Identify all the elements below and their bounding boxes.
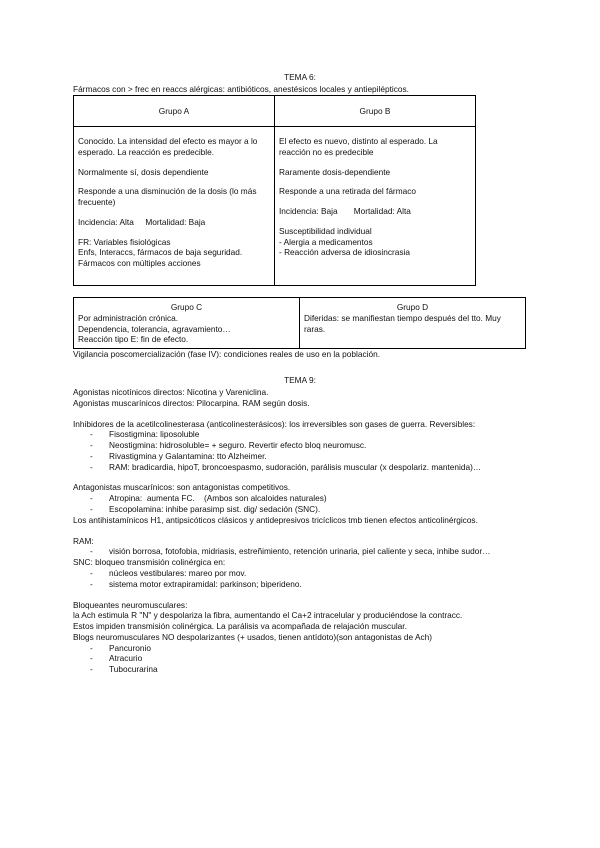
- list-item: - Atracurio: [73, 653, 573, 664]
- group-d-header: Grupo D: [396, 302, 429, 312]
- group-c-line: Por administración crónica.: [78, 312, 179, 323]
- groups-ab-table: [73, 95, 476, 286]
- inhibidores-title: Inhibidores de la acetilcolinesterasa (anticolinesterásicos): los irreversibles son gases de guerra. Reversibles:: [73, 418, 476, 429]
- list-item: - Atropina: aumenta FC. (Ambos son alcaloides naturales): [73, 493, 573, 504]
- group-b-incidence: Incidencia: Baja Mortalidad: Alta: [279, 206, 411, 217]
- snc-title: SNC: bloqueo transmisión colinérgica en:: [73, 557, 226, 568]
- list-item: - Neostigmina: hidrosoluble= + seguro. Revertir efecto bloq neuromusc.: [73, 440, 573, 451]
- tema9-title: TEMA 9:: [284, 375, 316, 385]
- group-c-line: Dependencia, tolerancia, agravamiento…: [78, 323, 231, 334]
- antagonistas-title: Antagonistas muscarínicos: son antagonistas competitivos.: [73, 482, 291, 493]
- group-b-definition: El efecto es nuevo, distinto al esperado. La reacción no es predecible: [279, 136, 438, 157]
- vigilancia-text: Vigilancia poscomercialización (fase IV): condiciones reales de uso en la población.: [73, 349, 381, 359]
- list-item: - núcleos vestibulares: mareo por mov.: [73, 568, 573, 579]
- tema6-title: TEMA 6:: [284, 72, 316, 82]
- ram-list: [73, 546, 573, 557]
- group-a-response: Responde a una disminución de la dosis (lo más frecuente): [78, 186, 257, 208]
- inhibidores-list: [73, 429, 573, 472]
- antihistaminicos-text: Los antihistamínicos H1, antipsicóticos clásicos y antidepresivos tricíclicos tmb tienen efectos anticolinérgicos.: [73, 514, 478, 525]
- list-item: - Escopolamina: inhibe parasimp sist. dig/ sedación (SNC).: [73, 504, 573, 515]
- list-item: - sistema motor extrapiramidal: parkinson; biperideno.: [73, 579, 573, 590]
- group-b-header: Grupo B: [275, 96, 476, 127]
- group-c-cell: [74, 298, 300, 349]
- group-a-header: Grupo A: [74, 96, 275, 127]
- list-item: - Tubocurarina: [73, 664, 573, 675]
- group-c-line: Reacción tipo E: fin de efecto.: [78, 334, 189, 345]
- group-a-cell: [74, 127, 275, 286]
- list-item: - Pancuronio: [73, 643, 573, 654]
- group-c-header: Grupo C: [170, 302, 203, 312]
- group-d-text: Diferidas: se manifiestan tiempo después del tto. Muy raras.: [304, 312, 501, 334]
- groups-cd-table: [73, 297, 526, 349]
- tema6-intro: Fármacos con > frec en reaccs alérgicas: antibióticos, anestésicos locales y antiepilépticos.: [73, 84, 409, 94]
- group-b-susceptibility: Susceptibilidad individual - Alergia a medicamentos - Reacción adversa de idiosincrasia: [279, 225, 410, 258]
- group-a-dose: Normalmente sí, dosis dependiente: [78, 166, 209, 177]
- bloqueantes-line: Blogs neuromusculares NO despolarizantes (+ usados, tienen antídoto)(son antagonistas de Ach): [73, 631, 433, 642]
- bloqueantes-title: Bloqueantes neuromusculares:: [73, 599, 188, 610]
- snc-list: [73, 568, 573, 590]
- tema9-body: [73, 387, 573, 675]
- group-b-response: Responde a una retirada del fármaco: [279, 186, 416, 197]
- list-item: - RAM: bradicardia, hipoT, broncoespasmo, sudoración, parálisis muscular (x despolariz. mantenida)…: [73, 462, 573, 473]
- bloqueantes-line: Estos impiden transmisión colinérgica. La parálisis va acompañada de relajación muscular.: [73, 621, 407, 632]
- group-a-risk-factors: FR: Variables fisiológicas Enfs, Interaccs, fármacos de baja seguridad. Fármacos con múltiples acciones: [78, 236, 243, 269]
- bloqueantes-list: [73, 643, 573, 675]
- list-item: - Rivastigmina y Galantamina: tto Alzheimer.: [73, 451, 573, 462]
- list-item: - visión borrosa, fotofobia, midriasis, estreñimiento, retención urinaria, piel caliente y seca, inhibe sudor…: [73, 546, 573, 557]
- list-item: - Fisostigmina: liposoluble: [73, 429, 573, 440]
- agonistas-muscarinicos: Agonistas muscarínicos directos: Pilocarpina. RAM según dosis.: [73, 397, 310, 408]
- group-b-cell: [275, 127, 476, 286]
- agonistas-nicotinicos: Agonistas nicotínicos directos: Nicotina y Vareniclina.: [73, 387, 269, 397]
- ram-title: RAM:: [73, 535, 94, 546]
- group-b-dose: Raramente dosis-dependiente: [279, 166, 391, 177]
- bloqueantes-line: la Ach estimula R "N" y despolariza la fibra, aumentando el Ca+2 intracelular y produciéndose la contracc.: [73, 610, 463, 621]
- antagonistas-list: [73, 493, 573, 515]
- group-a-incidence: Incidencia: Alta Mortalidad: Baja: [78, 216, 206, 227]
- group-a-definition: Conocido. La intensidad del efecto es mayor a lo esperado. La reacción es predecible.: [78, 136, 258, 157]
- group-d-cell: [300, 298, 526, 349]
